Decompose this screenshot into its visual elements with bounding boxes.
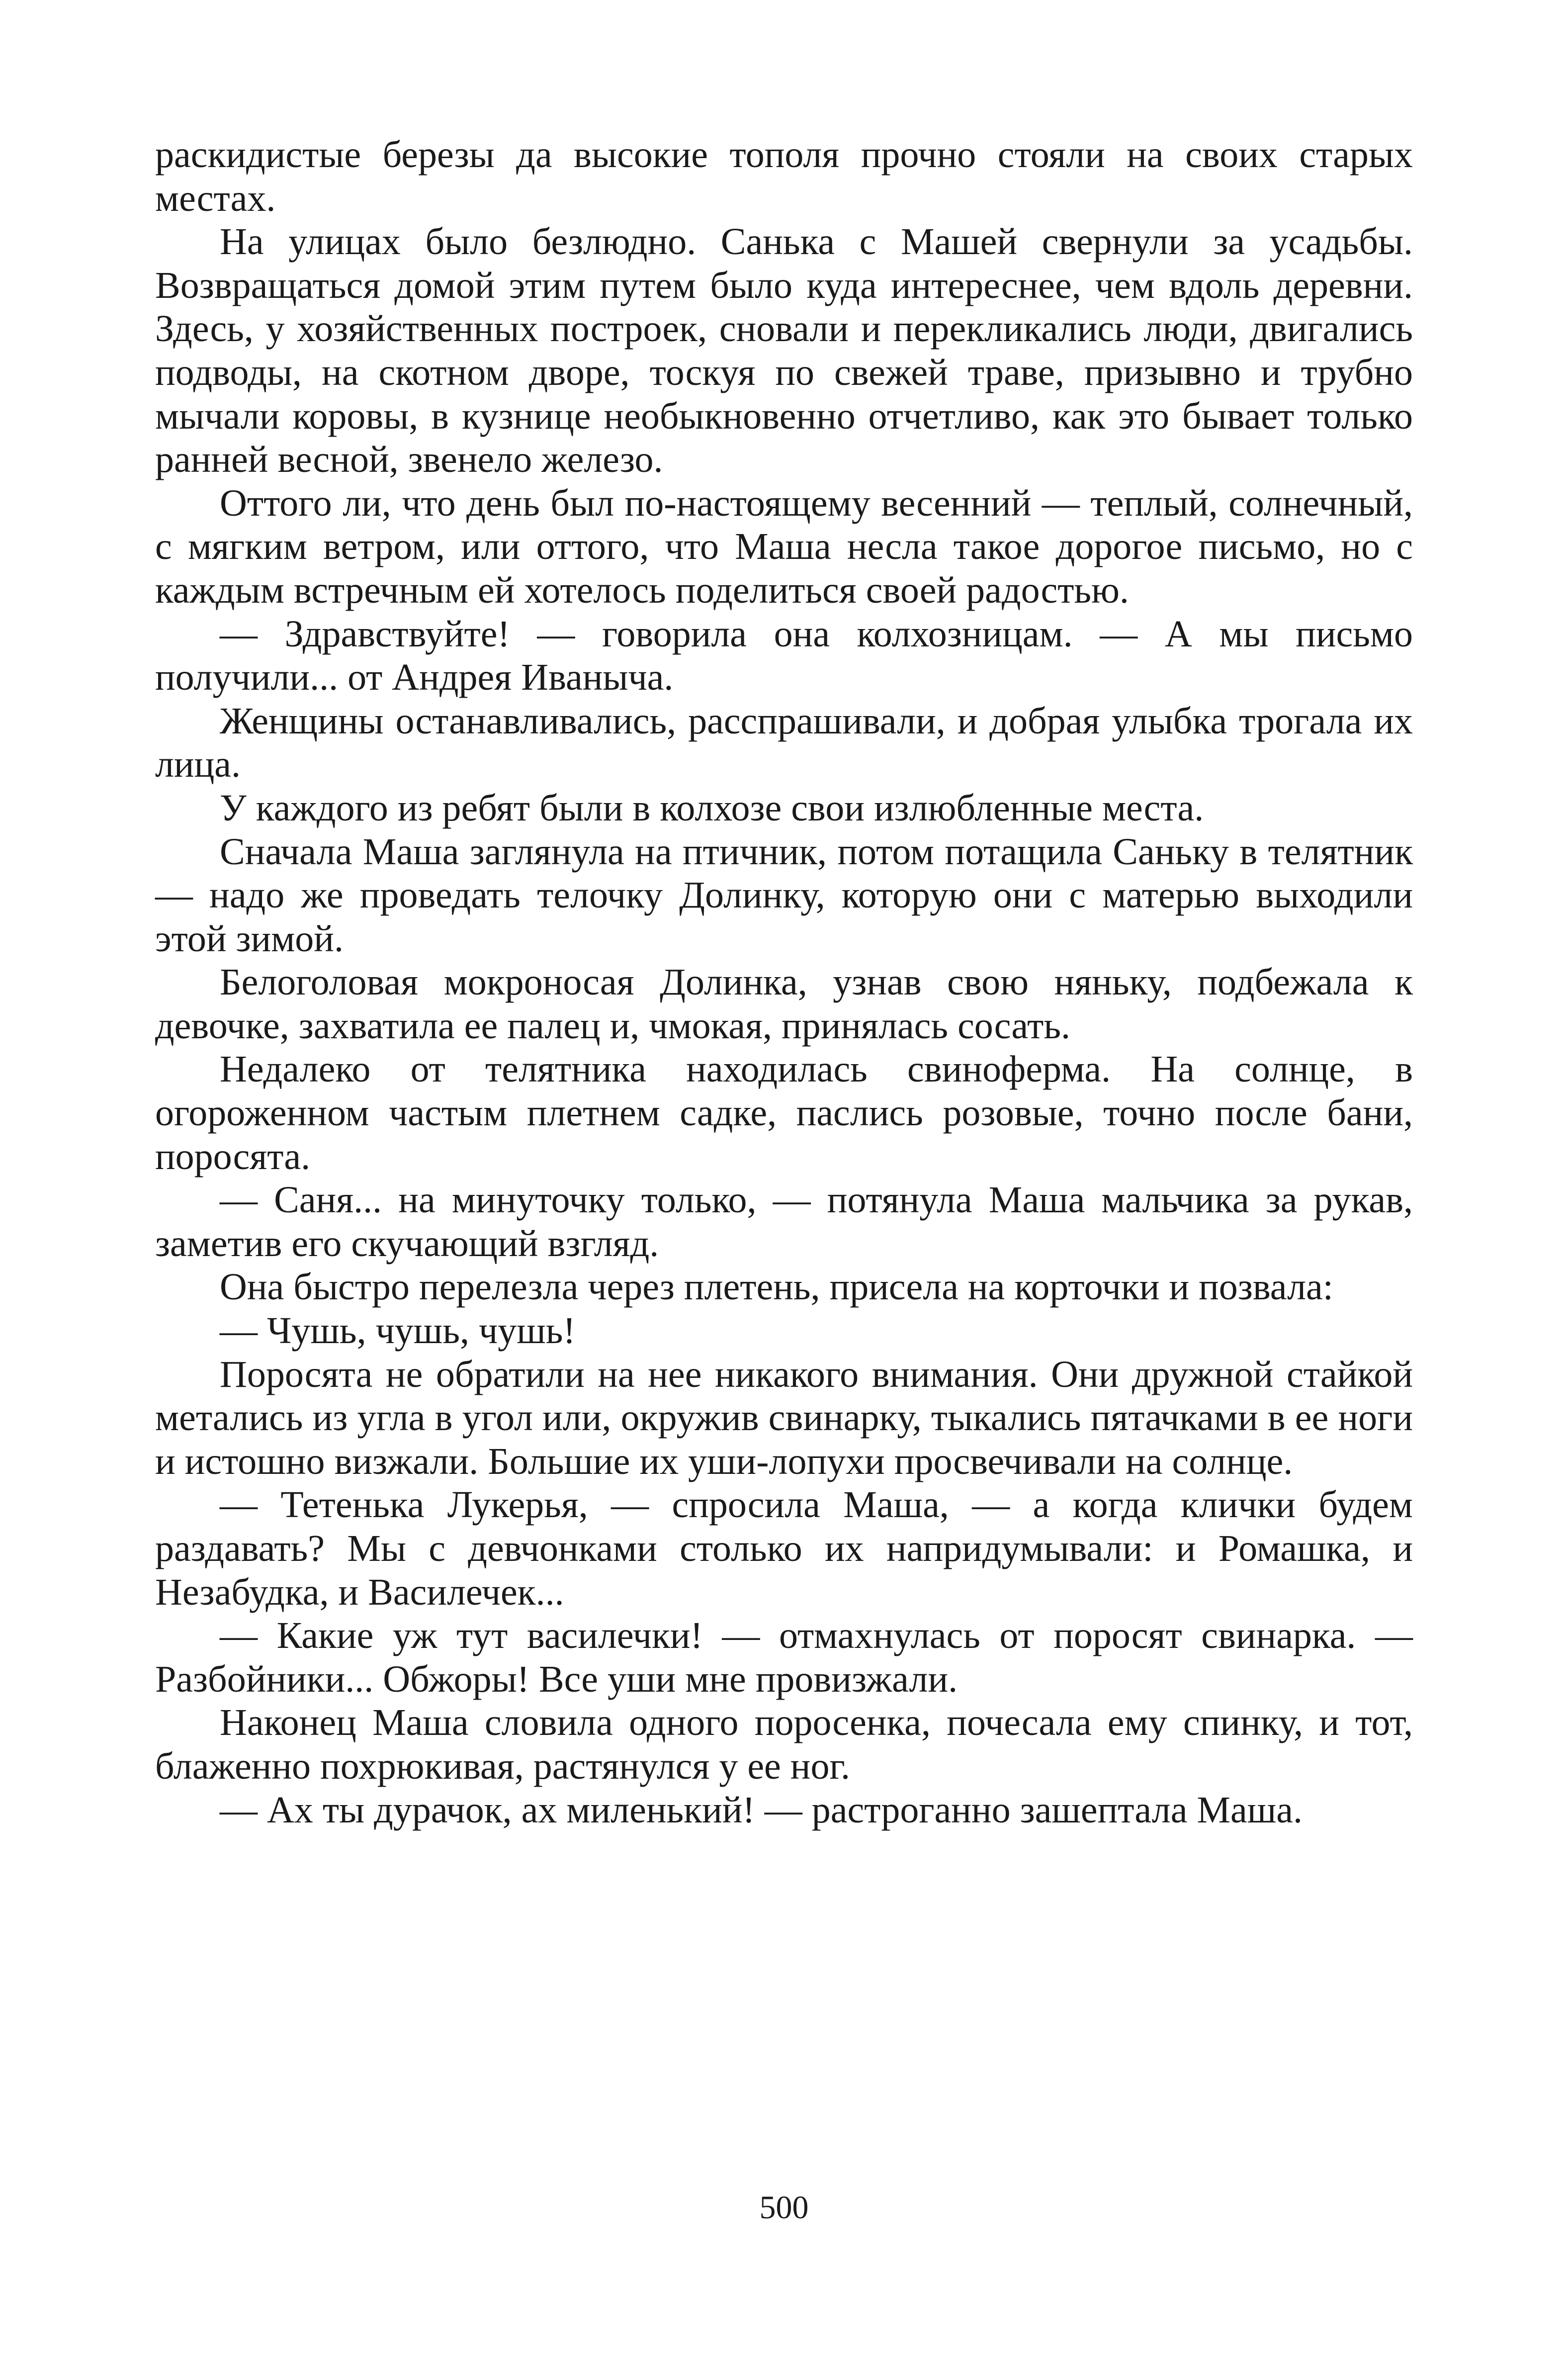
paragraph: — Саня... на минуточку только, — потянула Маша мальчика за рукав, заметив его скучающий взгляд. — [155, 1179, 1413, 1265]
paragraph: — Какие уж тут василечки! — отмахнулась от поросят свинарка. — Разбойники... Обжоры! Все уши мне провизжали. — [155, 1615, 1413, 1700]
body-text — [155, 133, 1413, 1832]
paragraph: Она быстро перелезла через плетень, присела на корточки и позвала: — [220, 1266, 1333, 1308]
page-number: 500 — [759, 2189, 809, 2226]
paragraph: — Чушь, чушь, чушь! — [220, 1310, 576, 1352]
paragraph: Женщины останавливались, расспрашивали, и добрая улыбка трогала их лица. — [155, 700, 1413, 786]
paragraph: раскидистые березы да высокие тополя прочно стояли на своих старых местах. — [155, 134, 1413, 219]
paragraph: Наконец Маша словила одного поросенка, почесала ему спинку, и тот, блаженно похрюкивая, растянулся у ее ног. — [155, 1702, 1413, 1787]
paragraph: — Тетенька Лукерья, — спросила Маша, — а когда клички будем раздавать? Мы с девчонками столько их напридумывали: и Ромашка, и Незабудка, и Василечек... — [155, 1484, 1413, 1613]
paragraph: Сначала Маша заглянула на птичник, потом потащила Саньку в телятник — надо же проведать телочку Долинку, которую они с матерью выходили этой зимой. — [155, 830, 1413, 960]
paragraph: — Здравствуйте! — говорила она колхозницам. — А мы письмо получили... от Андрея Иваныча. — [155, 613, 1413, 699]
paragraph: — Ах ты дурачок, ах миленький! — растроганно зашептала Маша. — [220, 1789, 1303, 1831]
paragraph: У каждого из ребят были в колхозе свои излюбленные места. — [220, 787, 1204, 829]
paragraph: Поросята не обратили на нее никакого внимания. Они дружной стайкой метались из угла в угол или, окружив свинарку, тыкались пятачками в ее ноги и истошно визжали. Большие их уши-лопухи просвечивали на солнце. — [155, 1353, 1413, 1482]
paragraph: Недалеко от телятника находилась свиноферма. На солнце, в огороженном частым плетнем садке, паслись розовые, точно после бани, поросята. — [155, 1048, 1413, 1178]
paragraph: Белоголовая мокроносая Долинка, узнав свою няньку, подбежала к девочке, захватила ее палец и, чмокая, принялась сосать. — [155, 961, 1413, 1047]
paragraph: На улицах было безлюдно. Санька с Машей свернули за усадьбы. Возвращаться домой этим путем было куда интереснее, чем вдоль деревни. Здесь, у хозяйственных построек, сновали и перекликались люди, двигались подводы, на скотном дворе, тоскуя по свежей траве, призывно и трубно мычали коровы, в кузнице необыкновенно отчетливо, как это бывает только ранней весной, звенело железо. — [155, 221, 1413, 481]
paragraph: Оттого ли, что день был по-настоящему весенний — теплый, солнечный, с мягким ветром, или оттого, что Маша несла такое дорогое письмо, но с каждым встречным ей хотелось поделиться своей радостью. — [155, 482, 1413, 611]
